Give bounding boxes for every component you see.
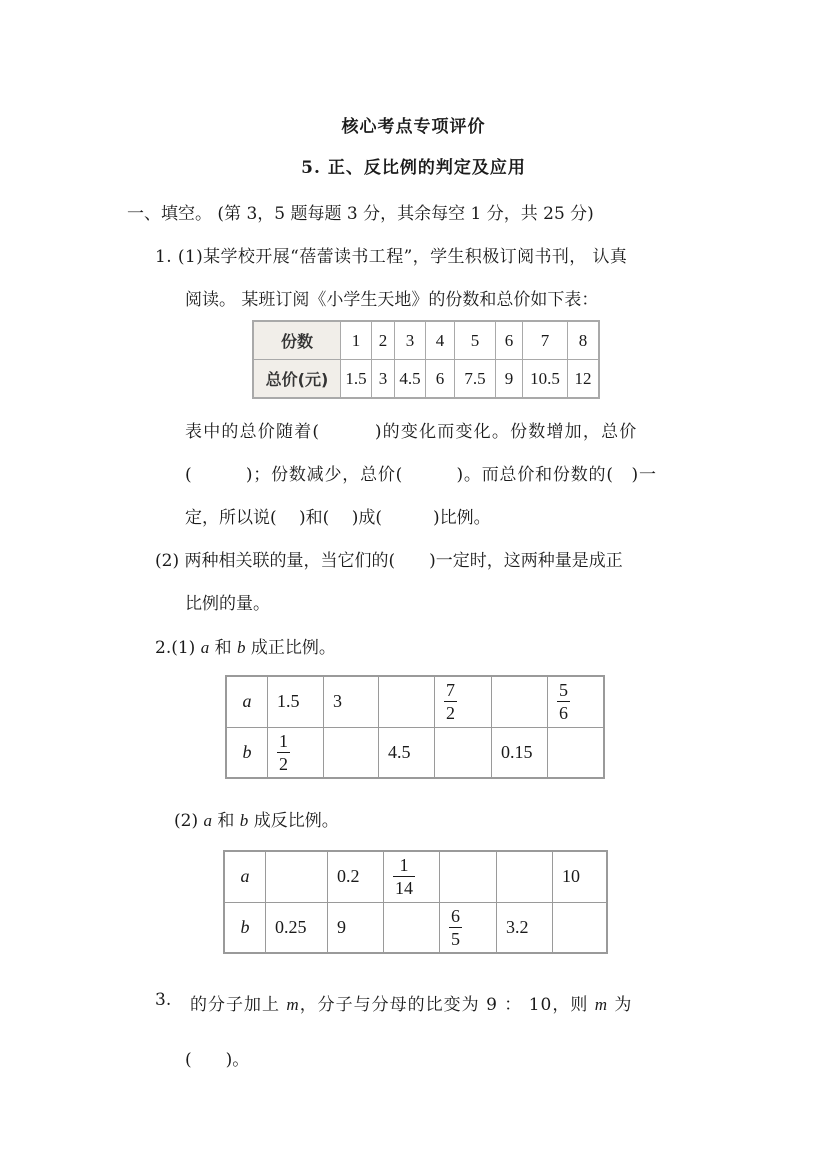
q1-part2-line1: (2) 两种相关联的量，当它们的( )一定时，这两种量是成正 [155, 551, 623, 571]
table-cell [553, 902, 608, 953]
table-row [253, 321, 599, 360]
table-cell: 7.5 [455, 360, 496, 399]
table-row [226, 676, 604, 727]
table-cell: 2 [372, 321, 395, 360]
fraction: $\frac{1}{14}$ [395, 855, 413, 899]
table-cell: 9 [328, 902, 384, 953]
table-cell [435, 676, 492, 727]
q1-part1-line2: 阅读。 某班订阅《小学生天地》的份数和总价如下表： [185, 290, 599, 310]
table-cell [324, 727, 379, 778]
table-cell: 4 [426, 321, 455, 360]
table-cell: 12 [568, 360, 600, 399]
table-cell [384, 851, 440, 902]
q1-line5: 定，所以说( )和( )成( )比例。 [185, 508, 491, 528]
q3-line2: ( )。 [185, 1050, 250, 1070]
q1-line3: 表中的总价随着( )的变化而变化。份数增加，总价 [185, 422, 638, 442]
table-cell: 4.5 [395, 360, 426, 399]
fraction: $\frac{5}{6}$ [559, 680, 568, 724]
table-cell: 3.2 [497, 902, 553, 953]
q3-number: 3. [155, 990, 172, 1010]
q1-price-table [252, 320, 600, 399]
table-cell [266, 851, 328, 902]
q1-part2-line2: 比例的量。 [185, 594, 270, 614]
table-cell: 1.5 [268, 676, 324, 727]
row-label-b: b [224, 902, 266, 953]
table-cell [384, 902, 440, 953]
fraction: $\frac{6}{5}$ [451, 905, 460, 949]
table-cell: 7 [523, 321, 568, 360]
table-row [224, 902, 607, 953]
table-cell: 0.15 [492, 727, 548, 778]
page-title: 核心考点专项评价 [341, 117, 486, 137]
table-cell: 3 [372, 360, 395, 399]
table-cell [268, 727, 324, 778]
table-row [226, 727, 604, 778]
table-cell: 6 [426, 360, 455, 399]
table-cell [440, 851, 497, 902]
table-cell: 0.2 [328, 851, 384, 902]
table-cell: 4.5 [379, 727, 435, 778]
table-row [224, 851, 607, 902]
table-cell: 10 [553, 851, 608, 902]
q3-line1: 的分子加上 m，分子与分母的比变为 9 ： 10，则 m 为 [190, 995, 633, 1015]
section-subtitle: 5. 正、反比例的判定及应用 [301, 158, 526, 178]
table-cell: 1 [341, 321, 372, 360]
table-cell [548, 676, 605, 727]
table-cell: 1.5 [341, 360, 372, 399]
q2-inverse-proportion-table [223, 850, 608, 954]
fraction: $\frac{1}{2}$ [279, 730, 288, 774]
fraction: $\frac{7}{2}$ [446, 680, 455, 724]
q2-direct-proportion-table [225, 675, 605, 779]
table-row [253, 360, 599, 399]
q2-part2-heading: (2) a 和 b 成反比例。 [174, 811, 339, 831]
table-cell: 10.5 [523, 360, 568, 399]
table-cell [440, 902, 497, 953]
row-label-copies: 份数 [253, 321, 341, 360]
table-cell [435, 727, 492, 778]
table-cell: 0.25 [266, 902, 328, 953]
q2-part1-heading: 2.(1) a 和 b 成正比例。 [155, 638, 336, 658]
row-label-total-price: 总价(元) [253, 360, 341, 399]
table-cell: 3 [395, 321, 426, 360]
q1-part1-line1: 1. (1)某学校开展“蓓蕾读书工程”，学生积极订阅书刊， 认真 [155, 247, 628, 267]
table-cell: 9 [496, 360, 523, 399]
table-cell [548, 727, 605, 778]
table-cell: 5 [455, 321, 496, 360]
row-label-a: a [224, 851, 266, 902]
table-cell [492, 676, 548, 727]
row-label-a: a [226, 676, 268, 727]
table-cell: 3 [324, 676, 379, 727]
section-heading: 一、填空。 (第 3，5 题每题 3 分，其余每空 1 分，共 25 分) [127, 204, 594, 224]
table-cell: 8 [568, 321, 600, 360]
q1-line4: ( )；份数减少，总价( )。而总价和份数的( )一 [185, 465, 657, 485]
row-label-b: b [226, 727, 268, 778]
table-cell [497, 851, 553, 902]
table-cell: 6 [496, 321, 523, 360]
table-cell [379, 676, 435, 727]
